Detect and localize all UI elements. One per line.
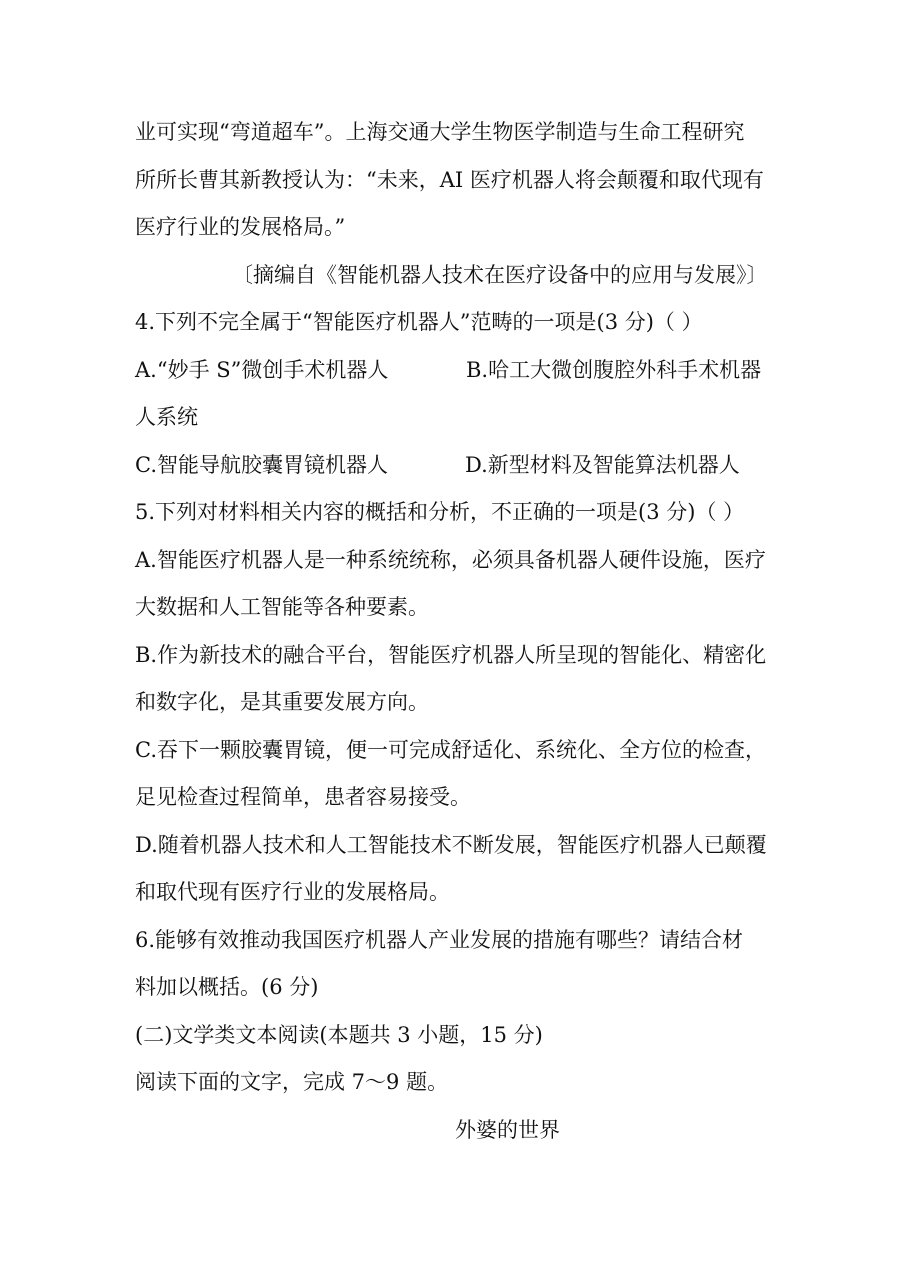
passage-line-1: 业可实现“弯道超车”。上海交通大学生物医学制造与生命工程研究	[135, 120, 745, 144]
question-5-stem: 5.下列对材料相关内容的概括和分析，不正确的一项是(3 分)（ ）	[135, 500, 745, 524]
passage-line-3: 医疗行业的发展格局。”	[135, 215, 346, 239]
question-4-option-b-cont: 人系统	[135, 405, 198, 429]
question-5-option-b-cont: 和数字化，是其重要发展方向。	[135, 690, 429, 714]
question-6-stem: 6.能够有效推动我国医疗机器人产业发展的措施有哪些？请结合材	[135, 928, 744, 952]
question-5-option-c-cont: 足见检查过程简单，患者容易接受。	[135, 785, 471, 809]
question-5-option-b: B.作为新技术的融合平台，智能医疗机器人所呈现的智能化、精密化	[135, 643, 767, 667]
text-title: 外婆的世界	[455, 1118, 560, 1142]
question-4-stem: 4.下列不完全属于“智能医疗机器人”范畴的一项是(3 分)（ ）	[135, 310, 703, 334]
section-2-instruction: 阅读下面的文字，完成 7～9 题。	[135, 1070, 449, 1094]
question-5-option-d: D.随着机器人技术和人工智能技术不断发展，智能医疗机器人已颠覆	[135, 833, 767, 857]
passage-line-2: 所所长曹其新教授认为：“未来，AI 医疗机器人将会颠覆和取代现有	[135, 168, 764, 192]
question-6-stem-cont: 料加以概括。(6 分)	[135, 975, 319, 999]
question-4-option-a: A.“妙手 S”微创手术机器人	[135, 358, 389, 382]
section-2-heading: (二)文学类文本阅读(本题共 3 小题，15 分)	[135, 1023, 543, 1047]
question-4-option-b: B.哈工大微创腹腔外科手术机器	[466, 358, 762, 382]
source-citation: 〔摘编自《智能机器人技术在医疗设备中的应用与发展》〕	[232, 263, 768, 287]
question-4-option-c: C.智能导航胶囊胃镜机器人	[135, 453, 388, 477]
question-5-option-a: A.智能医疗机器人是一种系统统称，必须具备机器人硬件设施，医疗	[135, 548, 766, 572]
question-4-option-d: D.新型材料及智能算法机器人	[465, 453, 740, 477]
question-5-option-d-cont: 和取代现有医疗行业的发展格局。	[135, 880, 450, 904]
question-5-option-c: C.吞下一颗胶囊胃镜，便一可完成舒适化、系统化、全方位的检查，	[135, 738, 766, 762]
question-5-option-a-cont: 大数据和人工智能等各种要素。	[135, 595, 429, 619]
